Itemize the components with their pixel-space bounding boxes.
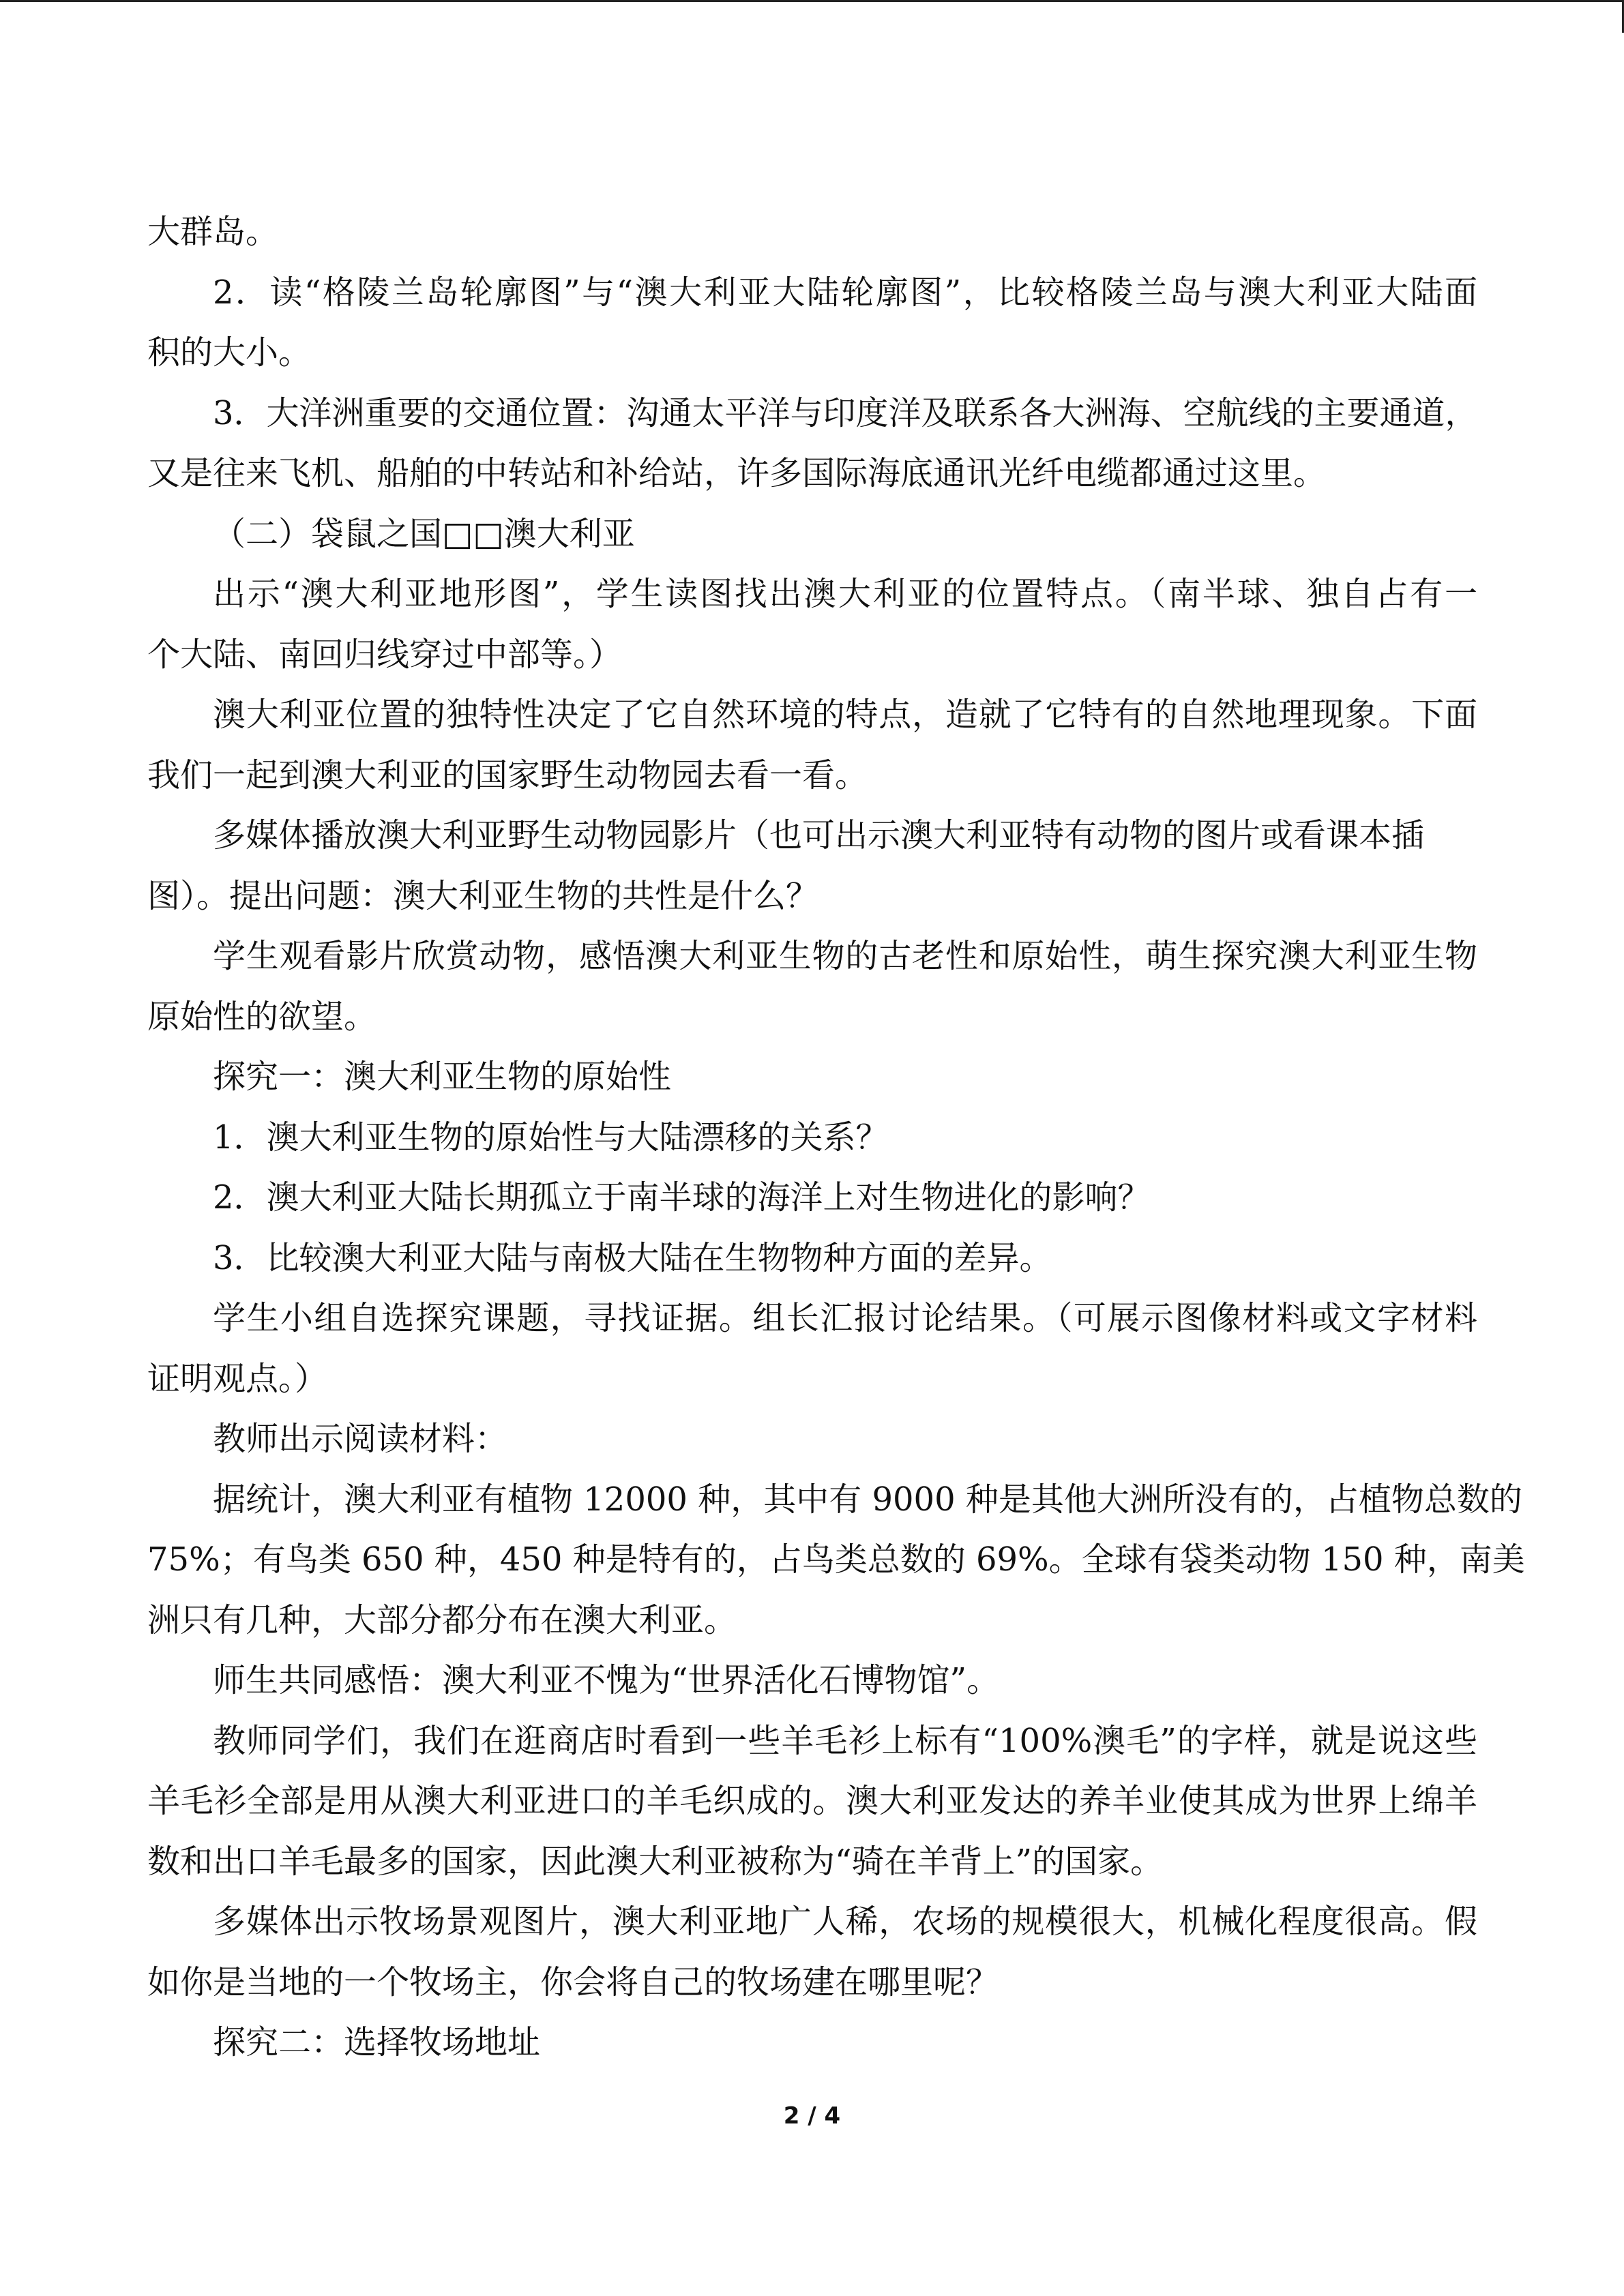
text-line: 2．读“格陵兰岛轮廓图”与“澳大利亚大陆轮廓图”，比较格陵兰岛与澳大利亚大陆面: [213, 273, 1477, 312]
text-line: 3．大洋洲重要的交通位置：沟通太平洋与印度洋及联系各大洲海、空航线的主要通道，: [213, 393, 1478, 432]
text-line: 75%；有鸟类 650 种，450 种是特有的，占鸟类总数的 69%。全球有袋类动物 150 种，南美: [147, 1540, 1525, 1579]
text-line: 多媒体出示牧场景观图片，澳大利亚地广人稀，农场的规模很大，机械化程度很高。假: [213, 1903, 1477, 1941]
text-line: 证明观点。）: [147, 1359, 328, 1398]
text-line: 探究一：澳大利亚生物的原始性: [213, 1058, 672, 1096]
page-number: 2 / 4: [783, 2102, 841, 2130]
text-line: 教师出示阅读材料：: [213, 1420, 508, 1458]
page-top-border: [0, 0, 1624, 2]
text-line: 积的大小。: [147, 333, 312, 372]
text-line: 学生小组自选探究课题，寻找证据。组长汇报讨论结果。（可展示图像材料或文字材料: [213, 1299, 1477, 1337]
document-body: [147, 202, 1525, 2073]
text-line: 2．澳大利亚大陆长期孤立于南半球的海洋上对生物进化的影响？: [213, 1178, 1151, 1217]
text-line: 3．比较澳大利亚大陆与南极大陆在生物物种方面的差异。: [213, 1238, 1052, 1277]
text-line: 学生观看影片欣赏动物，感悟澳大利亚生物的古老性和原始性，萌生探究澳大利亚生物: [213, 937, 1477, 975]
text-line: 1．澳大利亚生物的原始性与大陆漂移的关系？: [213, 1118, 889, 1157]
text-line: 又是往来飞机、船舶的中转站和补给站，许多国际海底通讯光纤电缆都通过这里。: [147, 454, 1327, 492]
text-line: 原始性的欲望。: [147, 997, 377, 1036]
text-line: 出示“澳大利亚地形图”，学生读图找出澳大利亚的位置特点。（南半球、独自占有一: [213, 575, 1477, 613]
text-line: 师生共同感悟：澳大利亚不愧为“世界活化石博物馆”。: [213, 1661, 1000, 1699]
text-line: 澳大利亚位置的独特性决定了它自然环境的特点，造就了它特有的自然地理现象。下面: [213, 696, 1477, 734]
text-line: 图）。提出问题：澳大利亚生物的共性是什么？: [147, 876, 819, 915]
text-line: 个大陆、南回归线穿过中部等。）: [147, 635, 623, 674]
text-line: 羊毛衫全部是用从澳大利亚进口的羊毛织成的。澳大利亚发达的养羊业使其成为世界上绵羊: [147, 1782, 1477, 1820]
text-line: 多媒体播放澳大利亚野生动物园影片（也可出示澳大利亚特有动物的图片或看课本插: [213, 816, 1425, 854]
text-line: 我们一起到澳大利亚的国家野生动物园去看一看。: [147, 756, 868, 794]
text-line: 据统计，澳大利亚有植物 12000 种，其中有 9000 种是其他大洲所没有的，占植物总数的: [213, 1480, 1522, 1519]
text-line: 探究二：选择牧场地址: [213, 2023, 541, 2061]
text-line: 如你是当地的一个牧场主，你会将自己的牧场建在哪里呢？: [147, 1963, 999, 2001]
text-line: （二）袋鼠之国□□澳大利亚: [213, 514, 635, 553]
text-line: 教师同学们，我们在逛商店时看到一些羊毛衫上标有“100%澳毛”的字样，就是说这些: [213, 1721, 1477, 1760]
text-line: 数和出口羊毛最多的国家，因此澳大利亚被称为“骑在羊背上”的国家。: [147, 1842, 1164, 1881]
text-line: 洲只有几种，大部分都分布在澳大利亚。: [147, 1600, 737, 1639]
text-line: 大群岛。: [147, 213, 279, 251]
